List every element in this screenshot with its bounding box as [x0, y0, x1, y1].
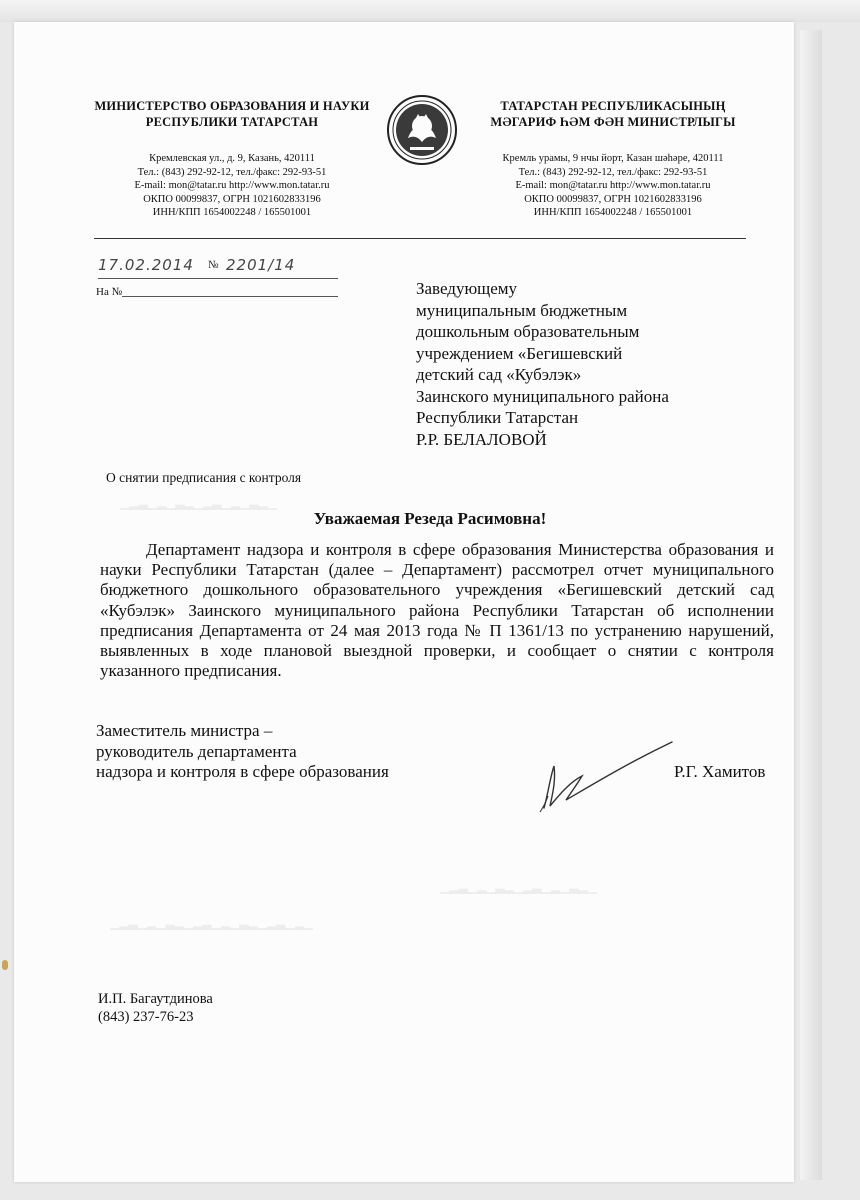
handwritten-signature — [530, 736, 680, 814]
letterhead-right — [448, 98, 778, 220]
reference-number: 2201/14 — [226, 256, 296, 274]
outgoing-reference — [98, 256, 338, 279]
addressee-line: Заинского муниципального района — [416, 386, 669, 406]
reference-number-label: № — [208, 259, 219, 271]
signatory-title-line: Заместитель министра – — [96, 721, 273, 740]
addressee-line: муниципальным бюджетным — [416, 300, 628, 320]
bleed-through-text: ▁▂▃▁▂▁▃▂▁▂▃▁▂▁▃▂▁▂▃▁▂▁ — [110, 916, 314, 930]
executor-name: И.П. Багаутдинова — [98, 991, 213, 1007]
addressee-block — [416, 278, 669, 450]
addressee-name: Р.Р. БЕЛАЛОВОЙ — [416, 429, 547, 449]
ministry-web-tt: E-mail: mon@tatar.ru http://www.mon.tatar.ru — [515, 180, 711, 191]
signatory-name: Р.Г. Хамитов — [674, 762, 766, 781]
ministry-codes-ru: ОКПО 00099837, ОГРН 1021602833196 — [143, 193, 321, 205]
ministry-phone-tt: Тел.: (843) 292-92-12, тел./факс: 292-93-51 — [518, 166, 708, 178]
ministry-inn-tt: ИНН/КПП 1654002248 / 165501001 — [533, 207, 693, 218]
addressee-line: дошкольным образовательным — [416, 322, 640, 341]
scan-shadow-top — [0, 0, 860, 22]
bleed-through-text: ▁▂▃▁▂▁▃▂▁▂▃▁▂▁▃▂▁ — [120, 496, 277, 510]
ministry-name-tt: ТАТАРСТАН РЕСПУБЛИКАСЫНЫҢ МӘГАРИФ ҺӘМ ФӘН МИНИСТРЛЫГЫ — [490, 99, 736, 129]
signatory-title — [96, 721, 389, 783]
signatory-title-line: руководитель департамента — [96, 741, 297, 761]
ministry-web-ru: E-mail: mon@tatar.ru http://www.mon.tatar.ru — [134, 180, 330, 191]
letter-body: Департамент надзора и контроля в сфере образования Министерства образования и науки Республики Татарстан (далее – Департамент) рассмотрел отчет муниципального бюджетного дошкольного образовательного учреждения «Бегишевский детский сад «Кубэлэк» Заинского муниципального района Республики Татарстан об исполнении предписания Департамента от 24 мая 2013 года № П 1361/13 по устранению нарушений, выявленных в ходе плановой выездной проверки, и сообщает о снятии с контроля указанного предписания. — [100, 540, 774, 681]
reference-date: 17.02.2014 — [98, 256, 194, 274]
ministry-address-tt: Кремль урамы, 9 нчы йорт, Казан шәһәре, 420111 — [502, 153, 724, 164]
bleed-through-text: ▁▂▃▁▂▁▃▂▁▂▃▁▂▁▃▂▁ — [440, 880, 597, 894]
addressee-line: детский сад «Кубэлэк» — [416, 365, 582, 384]
salutation: Уважаемая Резеда Расимовна! — [313, 509, 547, 528]
addressee-line: Заведующему — [416, 279, 518, 298]
ministry-phone-ru: Тел.: (843) 292-92-12, тел./факс: 292-93-51 — [137, 166, 327, 178]
letterhead-left — [82, 98, 382, 220]
incoming-reference-line — [122, 296, 338, 297]
signatory-title-line: надзора и контроля в сфере образования — [96, 762, 389, 781]
scan-edge-right — [800, 30, 822, 1180]
ministry-codes-tt: ОКПО 00099837, ОГРН 1021602833196 — [524, 193, 702, 205]
addressee-line: учреждением «Бегишевский — [416, 343, 623, 363]
ministry-inn-ru: ИНН/КПП 1654002248 / 165501001 — [152, 207, 312, 218]
ministry-name-ru: МИНИСТЕРСТВО ОБРАЗОВАНИЯ И НАУКИ РЕСПУБЛИКИ ТАТАРСТАН — [94, 99, 370, 129]
addressee-line: Республики Татарстан — [416, 408, 579, 427]
paper-edge-mark — [2, 960, 8, 970]
ministry-address-ru: Кремлевская ул., д. 9, Казань, 420111 — [149, 153, 315, 164]
executor-block — [98, 990, 213, 1026]
letter-subject: О снятии предписания с контроля — [106, 470, 302, 485]
letterhead-divider — [94, 238, 746, 239]
incoming-reference-label: На № — [96, 286, 123, 298]
executor-phone: (843) 237-76-23 — [98, 1009, 194, 1025]
